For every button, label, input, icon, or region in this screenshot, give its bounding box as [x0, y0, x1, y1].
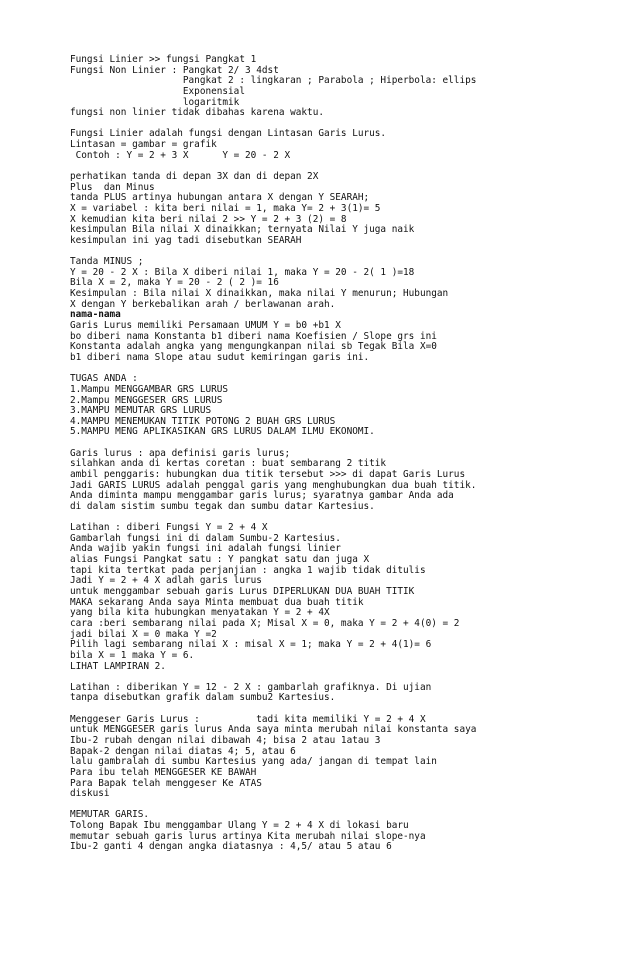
text-line: cara :beri sembarang nilai pada X; Misal X = 0, maka Y = 2 + 4(0) = 2 [70, 617, 460, 629]
text-line: Kesimpulan : Bila nilai X dinaikkan, maka nilai Y menurun; Hubungan [70, 288, 449, 300]
text-line: Bapak-2 dengan nilai diatas 4; 5, atau 6 [70, 745, 296, 757]
blank-line [70, 800, 630, 811]
text-line: TUGAS ANDA : [70, 373, 138, 385]
text-line: Menggeser Garis Lurus : tadi kita memiliki Y = 2 + 4 X [70, 713, 426, 725]
text-line: Jadi Y = 2 + 4 X adlah garis lurus [70, 575, 262, 587]
text-line: Fungsi Non Linier : Pangkat 2/ 3 4dst [70, 64, 279, 76]
blank-line [70, 364, 630, 375]
text-line: Plus dan Minus [70, 181, 155, 193]
text-line: untuk menggambar sebuah garis Lurus DIPERLUKAN DUA BUAH TITIK [70, 586, 415, 598]
section-heading: nama-nama [70, 309, 121, 321]
text-line: Garis Lurus memiliki Persamaan UMUM Y = b0 +b1 X [70, 320, 341, 332]
text-line: 1.Mampu MENGGAMBAR GRS LURUS [70, 383, 229, 395]
blank-line [70, 247, 630, 258]
text-line: yang bila kita hubungkan menyatakan Y = 2 + 4X [70, 607, 330, 619]
text-line: 5.MAMPU MENG APLIKASIKAN GRS LURUS DALAM ILMU EKONOMI. [70, 426, 375, 438]
text-line: Fungsi Linier >> fungsi Pangkat 1 [70, 54, 257, 65]
text-line: kesimpulan Bila nilai X dinaikkan; ternyata Nilai Y juga naik [70, 224, 415, 236]
text-line: Para ibu telah MENGGESER KE BAWAH [70, 766, 257, 778]
text-line: Jadi GARIS LURUS adalah penggal garis yang menghubungkan dua buah titik. [70, 479, 477, 491]
text-line: bila X = 1 maka Y = 6. [70, 649, 195, 661]
text-line: LIHAT LAMPIRAN 2. [70, 660, 166, 672]
text-line: memutar sebuah garis lurus artinya Kita merubah nilai slope-nya [70, 830, 426, 842]
text-line: kesimpulan ini yag tadi disebutkan SEARAH [70, 234, 302, 246]
text-line: MAKA sekarang Anda saya Minta membuat dua buah titik [70, 596, 364, 608]
text-line: b1 diberi nama Slope atau sudut kemiringan garis ini. [70, 351, 370, 363]
text-line: ambil penggaris: hubungkan dua titik tersebut >>> di dapat Garis Lurus [70, 468, 466, 480]
text-line: Ibu-2 ganti 4 dengan angka diatasnya : 4,5/ atau 5 atau 6 [70, 841, 392, 853]
text-line: bo diberi nama Konstanta b1 diberi nama Koefisien / Slope grs ini [70, 330, 437, 342]
text-line: 4.MAMPU MENEMUKAN TITIK POTONG 2 BUAH GRS LURUS [70, 415, 336, 427]
text-line: Lintasan = gambar = grafik [70, 139, 217, 151]
text-line: silahkan anda di kertas coretan : buat sembarang 2 titik [70, 458, 387, 470]
text-line: lalu gambralah di sumbu Kartesius yang ada/ jangan di tempat lain [70, 756, 437, 768]
text-line: Para Bapak telah menggeser Ke ATAS [70, 777, 262, 789]
text-line: Pangkat 2 : lingkaran ; Parabola ; Hiperbola: ellips [70, 75, 477, 87]
text-line: fungsi non linier tidak dibahas karena waktu. [70, 107, 324, 119]
text-line: Tolong Bapak Ibu menggambar Ulang Y = 2 + 4 X di lokasi baru [70, 820, 409, 832]
text-line: Ibu-2 rubah dengan nilai dibawah 4; bisa 2 atau 1atau 3 [70, 735, 381, 746]
text-line: Latihan : diberikan Y = 12 - 2 X : gambarlah grafiknya. Di ujian [70, 681, 432, 693]
text-line: X = variabel : kita beri nilai = 1, maka Y= 2 + 3(1)= 5 [70, 202, 381, 214]
text-line: Anda wajib yakin fungsi ini adalah fungsi linier [70, 543, 341, 555]
text-line: Gambarlah fungsi ini di dalam Sumbu-2 Kartesius. [70, 532, 341, 544]
text-line: logaritmik [70, 96, 240, 108]
text-line: Exponensial [70, 85, 245, 97]
text-line: Y = 20 - 2 X : Bila X diberi nilai 1, maka Y = 20 - 2( 1 )=18 [70, 266, 415, 278]
text-line: X kemudian kita beri nilai 2 >> Y = 2 + 3 (2) = 8 [70, 213, 347, 225]
text-line: Bila X = 2, maka Y = 20 - 2 ( 2 )= 16 [70, 277, 279, 289]
text-line: tanpa disebutkan grafik dalam sumbu2 Kartesius. [70, 692, 336, 704]
text-line: tapi kita tertkat pada perjanjian : angka 1 wajib tidak ditulis [70, 564, 426, 576]
text-line: Fungsi Linier adalah fungsi dengan Lintasan Garis Lurus. [70, 128, 387, 140]
text-line: Konstanta adalah angka yang mengungkanpan nilai sb Tegak Bila X=0 [70, 341, 437, 353]
text-line: Tanda MINUS ; [70, 256, 144, 268]
text-line: Latihan : diberi Fungsi Y = 2 + 4 X [70, 522, 268, 534]
text-line: Garis lurus : apa definisi garis lurus; [70, 447, 291, 459]
text-line: di dalam sistim sumbu tegak dan sumbu datar Kartesius. [70, 500, 375, 512]
text-line: Contoh : Y = 2 + 3 X Y = 20 - 2 X [70, 149, 291, 161]
text-line: 3.MAMPU MEMUTAR GRS LURUS [70, 405, 212, 417]
text-line: alias Fungsi Pangkat satu : Y pangkat satu dan juga X [70, 554, 370, 566]
text-line: 2.Mampu MENGGESER GRS LURUS [70, 394, 223, 406]
text-line: tanda PLUS artinya hubungan antara X dengan Y SEARAH; [70, 192, 370, 204]
text-line: MEMUTAR GARIS. [70, 809, 150, 821]
text-line: untuk MENGGESER garis lurus Anda saya minta merubah nilai konstanta saya [70, 724, 477, 736]
text-line: jadi bilai X = 0 maka Y =2 [70, 628, 217, 640]
text-line: perhatikan tanda di depan 3X dan di depan 2X [70, 171, 319, 183]
text-line: Pilih lagi sembarang nilai X : misal X = 1; maka Y = 2 + 4(1)= 6 [70, 639, 432, 651]
text-line: Anda diminta mampu menggambar garis lurus; syaratnya gambar Anda ada [70, 490, 454, 502]
text-line: X dengan Y berkebalikan arah / berlawanan arah. [70, 298, 336, 310]
text-line: diskusi [70, 788, 110, 800]
document-body [70, 55, 630, 853]
